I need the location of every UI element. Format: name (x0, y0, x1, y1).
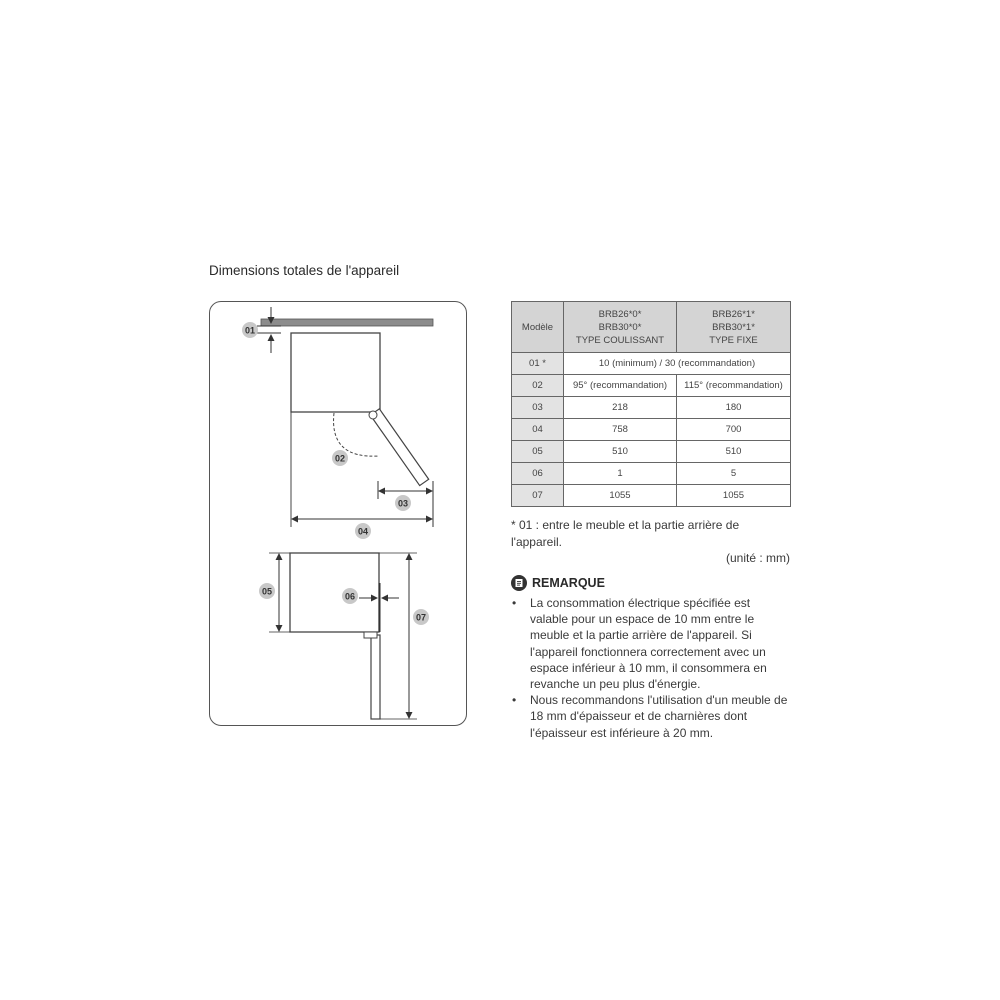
row-value-fixed: 510 (677, 441, 791, 463)
label-03 (395, 495, 411, 511)
wall (261, 319, 433, 326)
header-fixed-type: BRB26*1* BRB30*1* TYPE FIXE (677, 302, 791, 353)
row-label: 06 (512, 463, 564, 485)
row-value-sliding: 218 (564, 397, 677, 419)
label-02 (332, 450, 348, 466)
section-title: Dimensions totales de l'appareil (209, 263, 400, 278)
table-row (512, 463, 791, 485)
fridge-body-side (290, 553, 379, 632)
row-label: 07 (512, 485, 564, 507)
table-row (512, 485, 791, 507)
header-model: Modèle (512, 302, 564, 353)
row-value-fixed: 700 (677, 419, 791, 441)
note-heading (511, 575, 605, 591)
hinge (369, 411, 377, 419)
list-item: • La consommation électrique spécifiée est valable pour un espace de 10 mm entre le meuble et la partie arrière de l'appareil. Si l'appareil fonctionnera correctement avec un espace inférieur à 10 mm, il consommera en revanche un peu plus d'énergie. (511, 595, 791, 692)
dimensions-table (511, 301, 791, 507)
footnote: * 01 : entre le meuble et la partie arrière de l'appareil. (511, 518, 740, 549)
row-value-merged: 10 (minimum) / 30 (recommandation) (564, 353, 791, 375)
row-value-fixed: 5 (677, 463, 791, 485)
row-value-sliding: 758 (564, 419, 677, 441)
row-value-fixed: 1055 (677, 485, 791, 507)
svg-text:06: 06 (344, 591, 356, 602)
table-header-row (512, 302, 791, 353)
door-swing-arc (334, 413, 379, 456)
svg-text:02: 02 (334, 453, 346, 464)
row-value-sliding: 95° (recommandation) (564, 375, 677, 397)
table-row (512, 353, 791, 375)
table-row (512, 419, 791, 441)
door-hinge-side (364, 632, 377, 638)
door-panel-side (371, 635, 380, 719)
label-04 (355, 523, 371, 539)
unit-label: (unité : mm) (725, 551, 790, 565)
dim-01-arrows (257, 307, 281, 353)
row-value-sliding: 1 (564, 463, 677, 485)
svg-text:05: 05 (261, 586, 273, 597)
row-value-fixed: 115° (recommandation) (677, 375, 791, 397)
row-label: 02 (512, 375, 564, 397)
row-label: 04 (512, 419, 564, 441)
fridge-body-top (291, 333, 380, 412)
row-label: 03 (512, 397, 564, 419)
table-row (512, 441, 791, 463)
row-value-fixed: 180 (677, 397, 791, 419)
row-value-sliding: 510 (564, 441, 677, 463)
row-label: 01 * (512, 353, 564, 375)
svg-text:04: 04 (357, 526, 369, 537)
label-06 (342, 588, 358, 604)
dimension-diagram (209, 301, 467, 726)
table-row (512, 397, 791, 419)
svg-text:01: 01 (244, 325, 256, 336)
row-label: 05 (512, 441, 564, 463)
note-title: REMARQUE (532, 576, 605, 590)
note-icon (511, 575, 527, 591)
table-row (512, 375, 791, 397)
label-07 (413, 609, 429, 625)
note-list (511, 595, 791, 741)
list-item: • Nous recommandons l'utilisation d'un meuble de 18 mm d'épaisseur et de charnières dont l'épaisseur est inférieure à 20 mm. (511, 692, 791, 741)
row-value-sliding: 1055 (564, 485, 677, 507)
header-sliding-type: BRB26*0* BRB30*0* TYPE COULISSANT (564, 302, 677, 353)
open-door (370, 409, 428, 486)
svg-text:03: 03 (397, 498, 409, 509)
label-01 (242, 322, 258, 338)
svg-text:07: 07 (415, 612, 427, 623)
label-05 (259, 583, 275, 599)
